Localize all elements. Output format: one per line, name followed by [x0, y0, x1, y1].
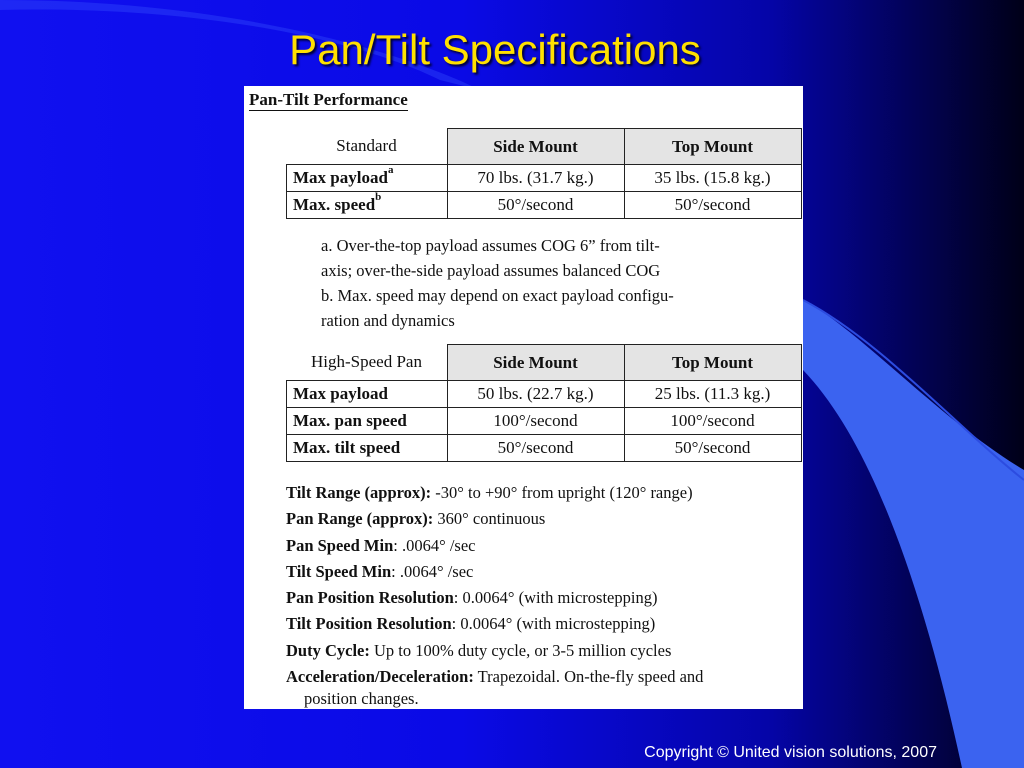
spec-label: Tilt Range (approx):	[286, 483, 432, 502]
row-header: Max. speed$^b$	[287, 192, 448, 219]
row-header: Max payload	[287, 381, 448, 408]
table-cell: 100°/second	[447, 408, 624, 435]
column-header: Top Mount	[624, 345, 801, 381]
spec-label: Tilt Speed Min	[286, 561, 392, 581]
footnote-line: a. Over-the-top payload assumes COG 6” from tilt-	[321, 236, 660, 255]
spec-value: -30° to +90° from upright (120° range)	[431, 483, 693, 502]
spec-item	[286, 585, 803, 611]
column-header: Side Mount	[447, 345, 624, 381]
spec-label: Pan Speed Min	[286, 535, 394, 555]
table-cell: 35 lbs. (15.8 kg.)	[624, 165, 801, 192]
table-row	[287, 435, 802, 462]
spec-item	[286, 638, 803, 664]
spec-item	[286, 506, 803, 532]
spec-panel	[244, 86, 803, 709]
table-cell: 50 lbs. (22.7 kg.)	[447, 381, 624, 408]
table-corner-label: High-Speed Pan	[287, 345, 448, 381]
footnote-line: axis; over-the-side payload assumes balanced COG	[321, 261, 661, 280]
table-corner-label: Standard	[287, 129, 448, 165]
table-cell: 50°/second	[624, 192, 801, 219]
table-row	[287, 408, 802, 435]
row-header: Max. pan speed	[287, 408, 448, 435]
table-cell: 50°/second	[624, 435, 801, 462]
table-header-row	[287, 345, 802, 381]
table-header-row	[287, 129, 802, 165]
column-header: Top Mount	[624, 129, 801, 165]
spec-value: : 0.0064° (with microstepping)	[453, 588, 658, 608]
spec-value: : .0064° /sec	[393, 535, 476, 555]
spec-value: : 0.0064° (with microstepping)	[451, 614, 656, 634]
table-row	[287, 165, 802, 192]
spec-label: Pan Range (approx):	[286, 509, 434, 529]
spec-value: : .0064° /sec	[391, 561, 474, 581]
spec-item	[286, 664, 803, 708]
spec-value: Up to 100% duty cycle, or 3-5 million cycles	[369, 640, 672, 660]
slide-title: Pan/Tilt Specifications	[289, 26, 701, 73]
standard-table	[286, 128, 802, 219]
spec-label: Acceleration/Deceleration:	[286, 667, 474, 687]
table-cell: 25 lbs. (11.3 kg.)	[624, 381, 801, 408]
copyright-notice: Copyright © United vision solutions, 2007	[644, 744, 937, 761]
spec-label: Tilt Position Resolution	[286, 614, 452, 634]
spec-value-continuation: position changes.	[304, 689, 419, 709]
table-cell: 70 lbs. (31.7 kg.)	[447, 165, 624, 192]
spec-item	[286, 611, 803, 637]
spec-value: 360° continuous	[433, 509, 546, 529]
spec-item	[286, 533, 803, 559]
spec-label: Pan Position Resolution	[286, 588, 454, 608]
row-header: Max payload$^a$	[287, 165, 448, 192]
footnote-line: ration and dynamics	[321, 311, 455, 330]
spec-value: Trapezoidal. On-the-fly speed and	[473, 667, 704, 687]
table-cell: 100°/second	[624, 408, 801, 435]
spec-label: Duty Cycle:	[286, 640, 370, 660]
footnote-line: b. Max. speed may depend on exact payload configu-	[321, 286, 674, 305]
spec-item	[286, 480, 803, 506]
footnotes	[321, 233, 781, 333]
highspeed-table	[286, 344, 802, 462]
footnote-marker: a	[387, 164, 394, 176]
table-row	[287, 381, 802, 408]
spec-list	[286, 480, 803, 708]
table-row	[287, 192, 802, 219]
table-cell: 50°/second	[447, 435, 624, 462]
panel-heading: Pan-Tilt Performance	[249, 90, 408, 109]
column-header: Side Mount	[447, 129, 624, 165]
spec-item	[286, 559, 803, 585]
row-header: Max. tilt speed	[287, 435, 448, 462]
table-cell: 50°/second	[447, 192, 624, 219]
footnote-marker: b	[375, 191, 382, 203]
